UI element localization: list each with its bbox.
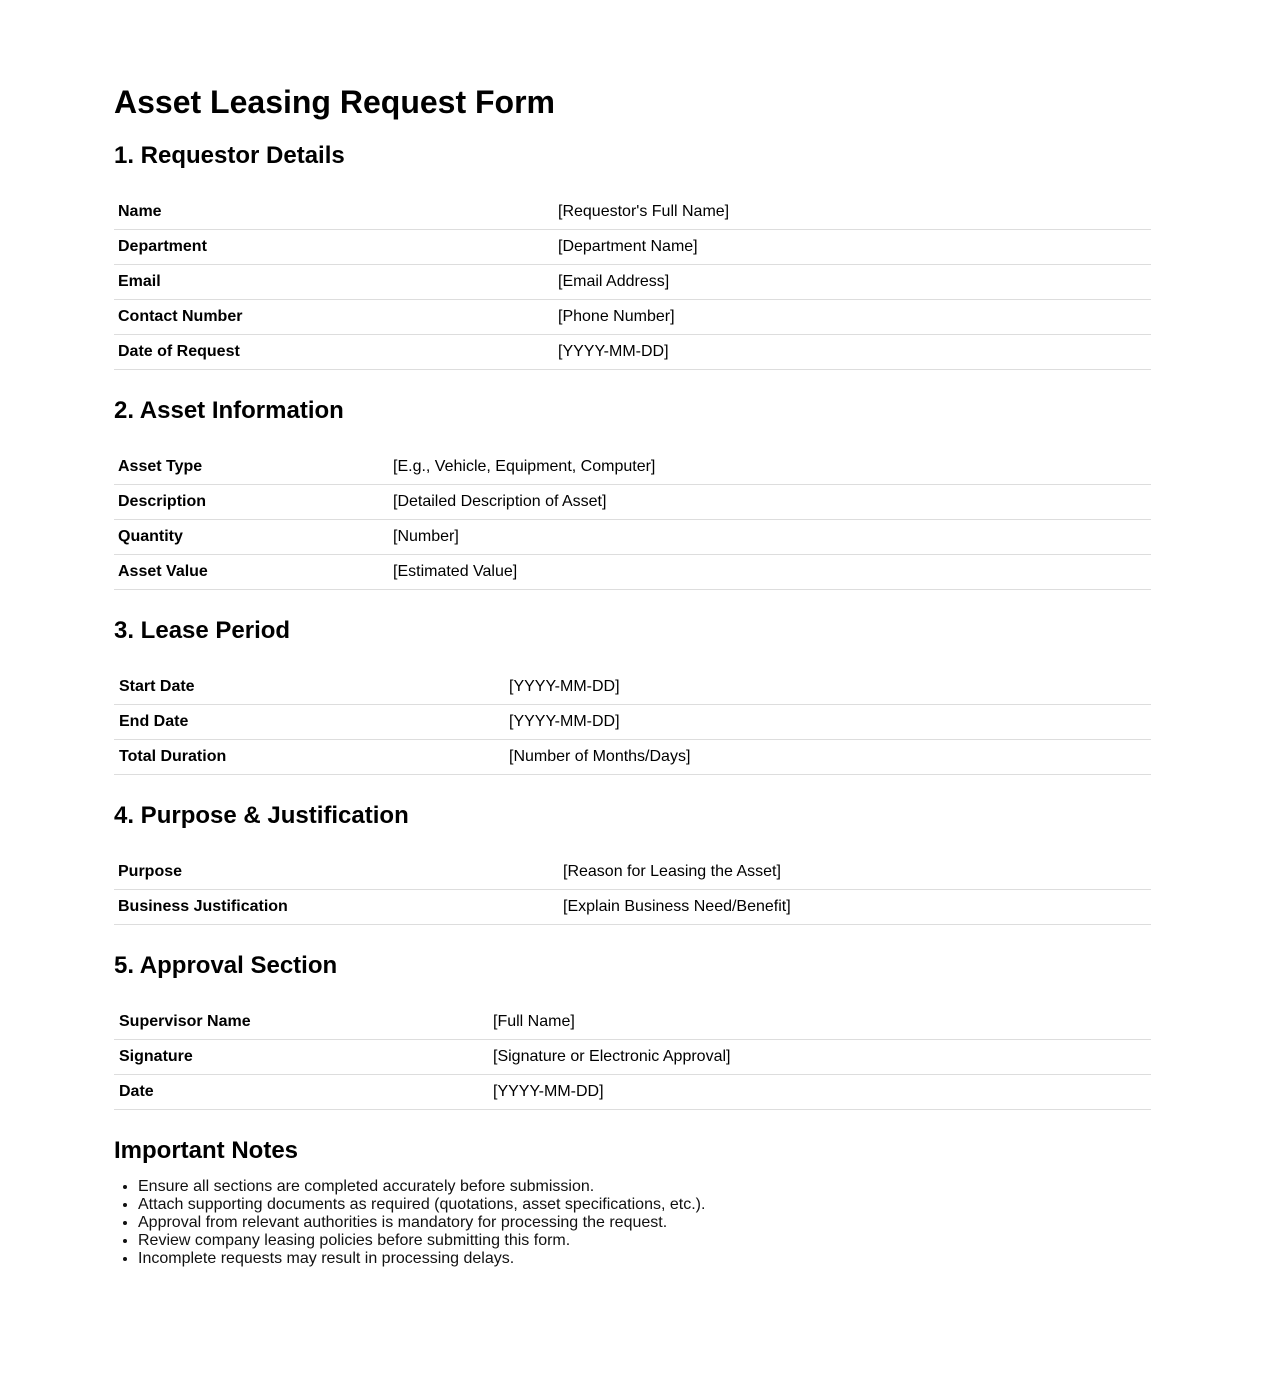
section-asset-information <box>114 396 1151 590</box>
section-heading: 2. Asset Information <box>114 397 344 424</box>
row-label: Supervisor Name <box>114 1005 489 1040</box>
table-row <box>114 300 1151 335</box>
row-label: Quantity <box>114 520 389 555</box>
row-label: Purpose <box>114 855 559 890</box>
table-row <box>114 335 1151 370</box>
date-of-request-field[interactable]: [YYYY-MM-DD] <box>554 335 1151 370</box>
section-heading: 4. Purpose & Justification <box>114 802 409 829</box>
list-item: • Review company leasing policies before submitting this form. <box>138 1232 1151 1250</box>
department-field[interactable]: [Department Name] <box>554 230 1151 265</box>
approval-date-field[interactable]: [YYYY-MM-DD] <box>489 1075 1151 1110</box>
total-duration-field[interactable]: [Number of Months/Days] <box>505 740 1151 775</box>
list-item: • Ensure all sections are completed accurately before submission. <box>138 1178 1151 1196</box>
row-label: Date <box>114 1075 489 1110</box>
table-row <box>114 555 1151 590</box>
row-label: Department <box>114 230 554 265</box>
supervisor-name-field[interactable]: [Full Name] <box>489 1005 1151 1040</box>
row-label: Name <box>114 195 554 230</box>
section-heading: Important Notes <box>114 1137 299 1164</box>
lease-period-table <box>114 670 1151 775</box>
contact-number-field[interactable]: [Phone Number] <box>554 300 1151 335</box>
list-item: • Incomplete requests may result in processing delays. <box>138 1250 1151 1268</box>
section-requestor-details <box>114 141 1151 370</box>
section-lease-period <box>114 616 1151 775</box>
requestor-details-table <box>114 195 1151 370</box>
table-row <box>114 520 1151 555</box>
section-heading: 5. Approval Section <box>114 952 338 979</box>
purpose-field[interactable]: [Reason for Leasing the Asset] <box>559 855 1151 890</box>
table-row <box>114 1040 1151 1075</box>
asset-type-field[interactable]: [E.g., Vehicle, Equipment, Computer] <box>389 450 1151 485</box>
row-label: Business Justification <box>114 890 559 925</box>
page-title: Asset Leasing Request Form <box>114 84 555 120</box>
quantity-field[interactable]: [Number] <box>389 520 1151 555</box>
table-row <box>114 890 1151 925</box>
approval-table <box>114 1005 1151 1110</box>
section-approval <box>114 951 1151 1110</box>
table-row <box>114 740 1151 775</box>
signature-field[interactable]: [Signature or Electronic Approval] <box>489 1040 1151 1075</box>
business-justification-field[interactable]: [Explain Business Need/Benefit] <box>559 890 1151 925</box>
table-row <box>114 450 1151 485</box>
table-row <box>114 485 1151 520</box>
purpose-justification-table <box>114 855 1151 925</box>
row-label: Date of Request <box>114 335 554 370</box>
name-field[interactable]: [Requestor's Full Name] <box>554 195 1151 230</box>
list-item: • Approval from relevant authorities is mandatory for processing the request. <box>138 1214 1151 1232</box>
asset-information-table <box>114 450 1151 590</box>
table-row <box>114 705 1151 740</box>
row-label: End Date <box>114 705 505 740</box>
row-label: Asset Value <box>114 555 389 590</box>
asset-value-field[interactable]: [Estimated Value] <box>389 555 1151 590</box>
start-date-field[interactable]: [YYYY-MM-DD] <box>505 670 1151 705</box>
section-heading: 3. Lease Period <box>114 617 291 644</box>
section-purpose-justification <box>114 801 1151 925</box>
row-label: Total Duration <box>114 740 505 775</box>
table-row <box>114 670 1151 705</box>
table-row <box>114 855 1151 890</box>
section-heading: 1. Requestor Details <box>114 142 345 169</box>
row-label: Start Date <box>114 670 505 705</box>
table-row <box>114 230 1151 265</box>
row-label: Signature <box>114 1040 489 1075</box>
row-label: Description <box>114 485 389 520</box>
table-row <box>114 1075 1151 1110</box>
table-row <box>114 195 1151 230</box>
description-field[interactable]: [Detailed Description of Asset] <box>389 485 1151 520</box>
row-label: Contact Number <box>114 300 554 335</box>
table-row <box>114 1005 1151 1040</box>
email-field[interactable]: [Email Address] <box>554 265 1151 300</box>
row-label: Email <box>114 265 554 300</box>
row-label: Asset Type <box>114 450 389 485</box>
section-important-notes <box>114 1136 1151 1268</box>
end-date-field[interactable]: [YYYY-MM-DD] <box>505 705 1151 740</box>
list-item: • Attach supporting documents as required (quotations, asset specifications, etc.). <box>138 1196 1151 1214</box>
table-row <box>114 265 1151 300</box>
notes-list <box>114 1178 1151 1268</box>
